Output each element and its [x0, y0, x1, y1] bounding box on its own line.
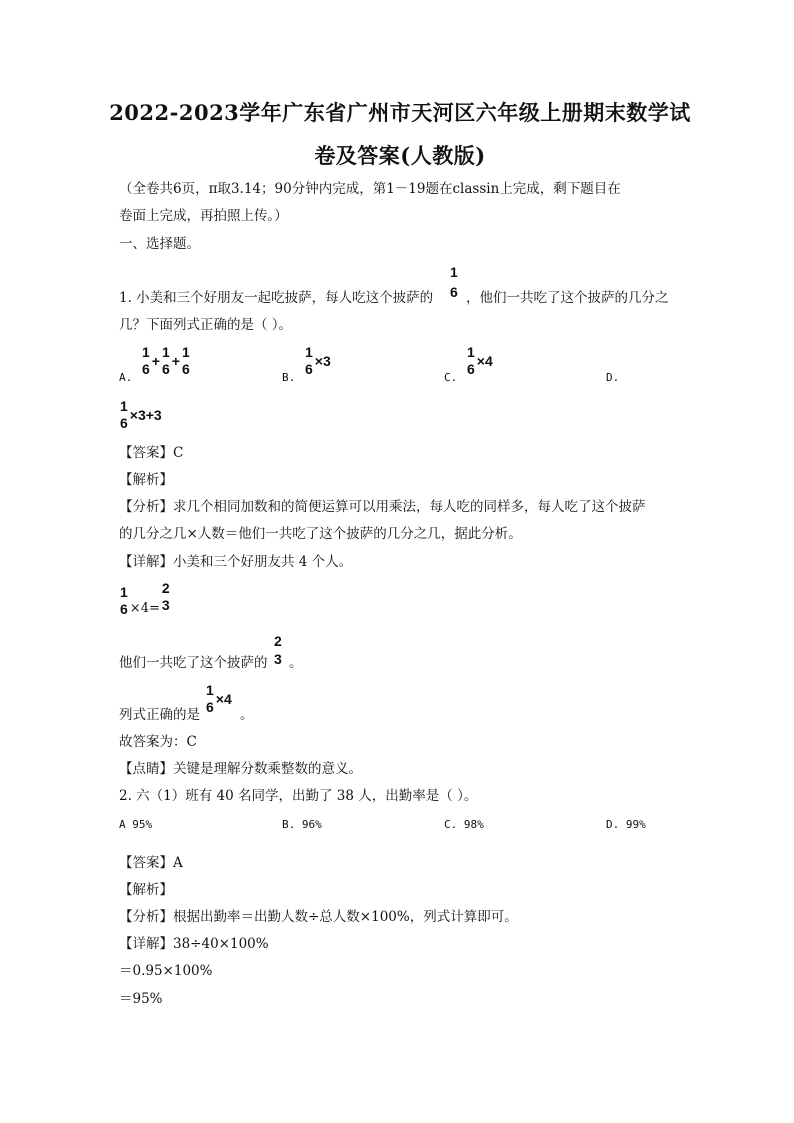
times-three: ×3	[314, 353, 331, 369]
q1-note: 【点睛】关键是理解分数乘整数的意义。	[119, 761, 362, 777]
q2-option-d: D. 99%	[606, 818, 646, 831]
q1-stem-part3: 几？下面列式正确的是（ ）。	[119, 317, 293, 333]
q1-eaten-end: 。	[289, 655, 303, 671]
times-four-equals: ×4=	[129, 600, 160, 616]
fraction	[206, 682, 214, 716]
fraction	[305, 344, 313, 378]
fraction-denominator: 6	[467, 361, 475, 377]
q1-analysis-line1: 【分析】求几个相同加数和的简便运算可以用乘法，每人吃的同样多，每人吃了这个披萨	[119, 499, 646, 515]
fraction-numerator: 2	[274, 633, 282, 649]
fraction-denominator: 6	[206, 699, 214, 715]
q1-option-d-expression	[119, 398, 163, 432]
q1-analysis-line2: 的几分之几×人数＝他们一共吃了这个披萨的几分之几，据此分析。	[119, 526, 522, 542]
q1-analysis-heading: 【解析】	[119, 472, 173, 488]
q2-stem: 2. 六（1）班有 40 名同学，出勤了 38 人，出勤率是（ ）。	[119, 788, 478, 804]
fraction	[142, 344, 150, 378]
plus-sign: +	[151, 353, 160, 369]
q2-step2: ＝95%	[119, 991, 163, 1007]
q1-answer: 【答案】C	[119, 445, 184, 461]
q1-correct-end: 。	[240, 707, 254, 723]
q1-detail: 【详解】小美和三个好朋友共 4 个人。	[119, 554, 353, 570]
section-heading: 一、选择题。	[119, 236, 200, 252]
fraction-denominator: 6	[142, 361, 150, 377]
q1-eaten-fraction	[274, 633, 282, 667]
fraction-denominator: 6	[120, 415, 128, 431]
q1-correct-text: 列式正确的是	[119, 707, 200, 723]
q1-stem-fraction	[450, 264, 458, 300]
q1-option-b-label: B.	[282, 371, 296, 384]
times-four: ×4	[476, 353, 493, 369]
fraction	[467, 344, 475, 378]
fraction-numerator: 1	[120, 584, 128, 600]
fraction-numerator: 1	[120, 398, 128, 414]
fraction	[182, 344, 190, 378]
q1-calculation	[119, 580, 171, 618]
q1-option-b-expression	[304, 344, 332, 378]
fraction-denominator: 6	[305, 361, 313, 377]
fraction-numerator: 2	[161, 580, 170, 596]
times-three-plus-three: ×3+3	[129, 407, 162, 423]
fraction-denominator: 6	[120, 601, 128, 617]
fraction	[120, 584, 128, 618]
fraction-denominator: 3	[274, 651, 282, 667]
fraction	[162, 344, 170, 378]
fraction-denominator: 3	[161, 597, 170, 613]
q1-stem-part1: 1. 小美和三个好朋友一起吃披萨，每人吃这个披萨的	[119, 290, 434, 306]
q1-correct-expression	[205, 682, 233, 716]
q2-step1: ＝0.95×100%	[119, 963, 213, 979]
fraction-numerator: 1	[142, 344, 150, 360]
result-fraction	[162, 580, 170, 614]
fraction-numerator: 1	[206, 682, 214, 698]
q1-option-a-label: A.	[119, 371, 133, 384]
doc-title-line2: 卷及答案(人教版)	[314, 143, 486, 168]
intro-line1: （全卷共6页，π取3.14；90分钟内完成，第1－19题在classin上完成，剩下题目在	[119, 181, 621, 197]
fraction-numerator: 1	[450, 264, 458, 280]
q1-stem-part2: ，他们一共吃了这个披萨的几分之	[466, 290, 669, 306]
q2-option-c: C. 98%	[444, 818, 484, 831]
q2-analysis-heading: 【解析】	[119, 882, 173, 898]
times-four: ×4	[215, 691, 232, 707]
q2-answer: 【答案】A	[119, 855, 183, 871]
fraction-numerator: 1	[161, 344, 170, 360]
plus-sign: +	[171, 353, 180, 369]
q1-option-c-label: C.	[444, 371, 458, 384]
intro-line2: 卷面上完成，再拍照上传。）	[119, 208, 288, 224]
q1-eaten-text: 他们一共吃了这个披萨的	[119, 655, 268, 671]
q2-analysis: 【分析】根据出勤率＝出勤人数÷总人数×100%，列式计算即可。	[119, 909, 518, 925]
q1-conclusion: 故答案为：C	[119, 734, 197, 750]
fraction-numerator: 1	[181, 344, 190, 360]
q2-detail: 【详解】38÷40×100%	[119, 936, 269, 952]
fraction	[120, 398, 128, 432]
fraction-denominator: 6	[450, 284, 458, 300]
q1-option-d-label: D.	[606, 371, 620, 384]
q1-option-c-expression	[466, 344, 494, 378]
doc-title-line1: 2022-2023学年广东省广州市天河区六年级上册期末数学试	[109, 100, 691, 125]
q2-option-a: A 95%	[119, 818, 153, 831]
fraction-numerator: 1	[467, 344, 475, 360]
q2-option-b: B. 96%	[282, 818, 322, 831]
fraction-denominator: 6	[181, 361, 190, 377]
q1-option-a-expression	[141, 344, 191, 378]
fraction-numerator: 1	[305, 344, 313, 360]
fraction-denominator: 6	[161, 361, 170, 377]
